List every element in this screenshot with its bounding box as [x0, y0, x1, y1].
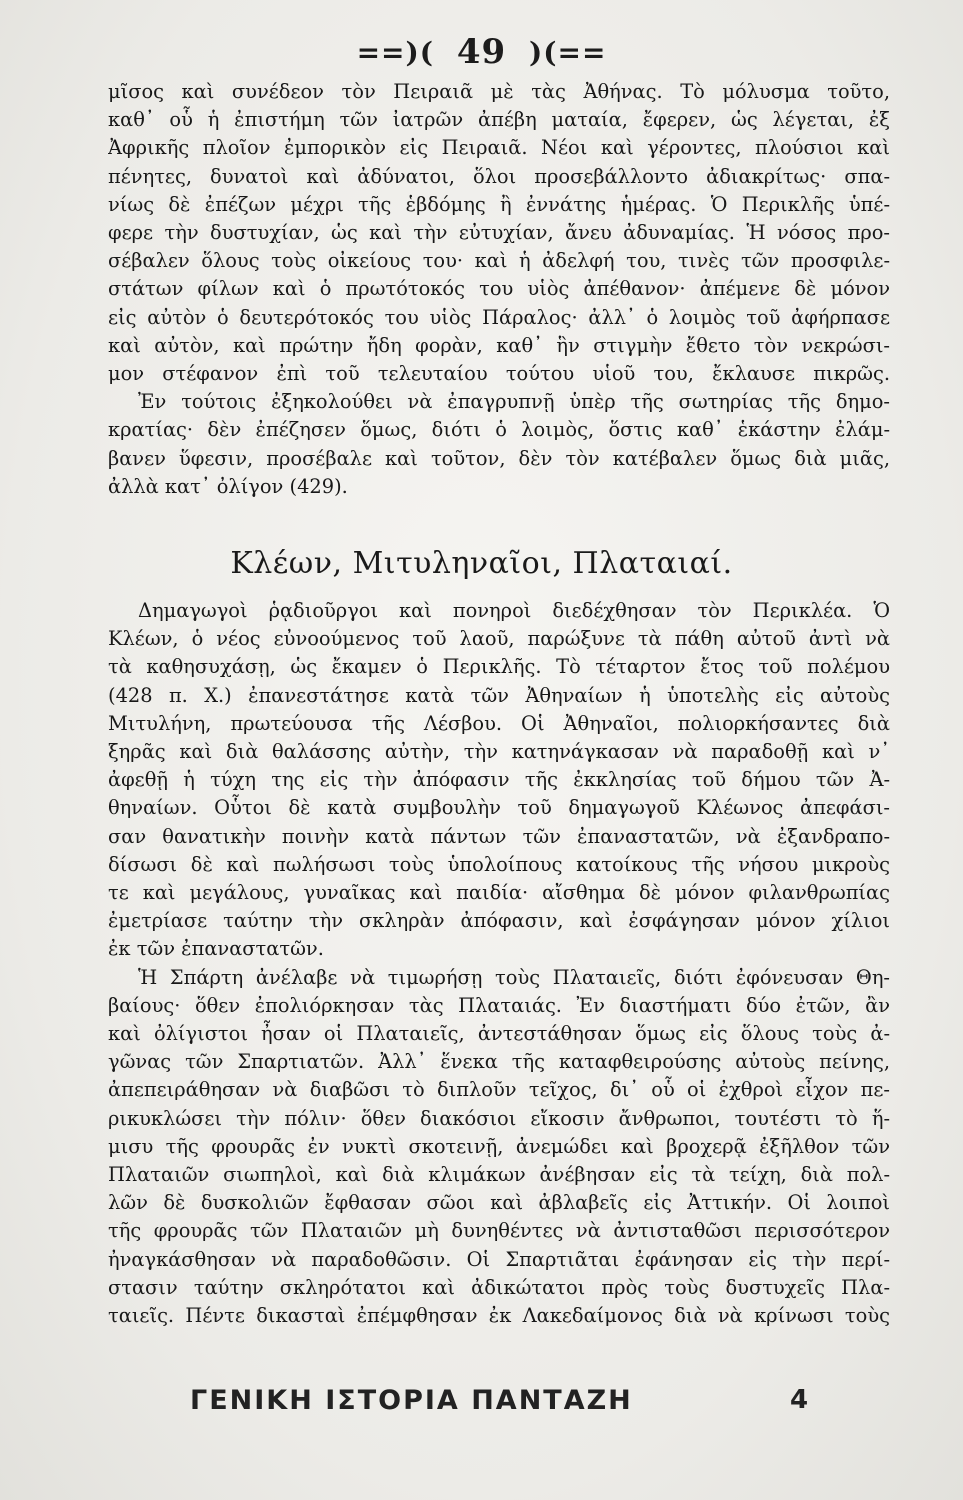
text-line: μον στέφανον ἐπὶ τοῦ τελευταίου τούτου υἱοῦ του, ἔκλαυσε πικρῶς.: [108, 362, 890, 386]
text-line: καθ᾽ οὗ ἡ ἐπιστήμη τῶν ἰατρῶν ἀπέβη ματαία, ἔφερεν, ὡς λέγεται, ἐξ: [108, 108, 890, 132]
signature-mark: 4: [790, 1385, 809, 1415]
text-line: γῶνας τῶν Σπαρτιατῶν. Ἀλλ᾽ ἕνεκα τῆς καταφθειρούσης αὐτοὺς πείνης,: [108, 1050, 890, 1074]
text-line: ρικυκλώσει τὴν πόλιν· ὅθεν διακόσιοι εἴκοσιν ἄνθρωποι, τουτέστι τὸ ἥ-: [108, 1106, 890, 1130]
text-line: Δημαγωγοὶ ῥᾳδιοῦργοι καὶ πονηροὶ διεδέχθησαν τὸν Περικλέα. Ὁ: [138, 599, 890, 622]
text-line: Ἀφρικῆς πλοῖον ἐμπορικὸν εἰς Πειραιᾶ. Νέοι καὶ γέροντες, πλούσιοι καὶ: [108, 136, 890, 160]
text-line: Κλέων, ὁ νέος εὐνοούμενος τοῦ λαοῦ, παρώξυνε τὰ πάθη αὐτοῦ ἀντὶ νὰ: [108, 627, 890, 651]
text-line: πένητες, δυνατοὶ καὶ ἀδύνατοι, ὅλοι προσεβάλλοντο ἀδιακρίτως· σπα-: [108, 164, 890, 188]
text-line: ταιεῖς. Πέντε δικασταὶ ἐπέμφθησαν ἐκ Λακεδαίμονος διὰ νὰ κρίνωσι τοὺς: [108, 1304, 890, 1328]
text-line: ἐκ τῶν ἐπαναστατῶν.: [108, 937, 324, 961]
text-line: σαν θανατικὴν ποινὴν κατὰ πάντων τῶν ἐπαναστατῶν, νὰ ἐξανδραπο-: [108, 824, 890, 848]
text-line: ἀφεθῇ ἡ τύχη της εἰς τὴν ἀπόφασιν τῆς ἐκκλησίας τοῦ δήμου τῶν Ἀ-: [108, 768, 890, 792]
text-line: μισυ τῆς φρουρᾶς ἐν νυκτὶ σκοτεινῇ, ἀνεμώδει καὶ βροχερᾷ ἐξῆλθον τῶν: [108, 1134, 890, 1158]
text-line: Ἡ Σπάρτη ἀνέλαβε νὰ τιμωρήσῃ τοὺς Πλαταιεῖς, διότι ἐφόνευσαν Θη-: [138, 965, 890, 989]
page-header: [0, 30, 963, 72]
text-line: βαίους· ὅθεν ἐπολιόρκησαν τὰς Πλαταιάς. Ἐν διαστήματι δύο ἐτῶν, ἂν: [108, 993, 890, 1017]
text-line: στασιν ταύτην σκληρότατοι καὶ ἀδικώτατοι πρὸς τοὺς δυστυχεῖς Πλα-: [108, 1275, 890, 1299]
text-line: ἠναγκάσθησαν νὰ παραδοθῶσιν. Οἱ Σπαρτιᾶται ἐφάνησαν εἰς τὴν περί-: [108, 1247, 890, 1271]
header-right-ornament: )(==: [529, 35, 607, 69]
text-line: Ἐν τούτοις ἐξηκολούθει νὰ ἐπαγρυπνῇ ὑπὲρ τῆς σωτηρίας τῆς δημο-: [138, 390, 890, 414]
text-line: καὶ ὀλίγιστοι ἦσαν οἱ Πλαταιεῖς, ἀντεστάθησαν ὅμως εἰς ὅλους τοὺς ἀ-: [108, 1022, 890, 1046]
text-line: καὶ αὐτὸν, καὶ πρώτην ἤδη φορὰν, καθ᾽ ἣν στιγμὴν ἔθετο τὸν νεκρώσι-: [108, 333, 890, 357]
text-line: ἀλλὰ κατ᾽ ὀλίγον (429).: [108, 474, 348, 498]
page-footer: [0, 1385, 963, 1435]
text-line: δίσωσι δὲ καὶ πωλήσωσι τοὺς ὑπολοίπους κατοίκους τῆς νήσου μικροὺς: [108, 852, 890, 876]
text-line: ἀπεπειράθησαν νὰ διαβῶσι τὸ διπλοῦν τεῖχος, δι᾽ οὗ οἱ ἐχθροὶ εἶχον πε-: [108, 1078, 890, 1102]
text-line: νίως δὲ ἐπέζων μέχρι τῆς ἑβδόμης ἢ ἐννάτης ἡμέρας. Ὁ Περικλῆς ὑπέ-: [108, 192, 890, 216]
text-line: Μιτυλήνη, πρωτεύουσα τῆς Λέσβου. Οἱ Ἀθηναῖοι, πολιορκήσαντες διὰ: [108, 711, 890, 735]
header-left-ornament: ==)(: [356, 35, 434, 69]
page-number: 49: [456, 32, 507, 72]
text-line: φερε τὴν δυστυχίαν, ὡς καὶ τὴν εὐτυχίαν, ἄνευ ἀδυναμίας. Ἡ νόσος προ-: [108, 221, 890, 245]
text-line: τὰ καθησυχάσῃ, ὡς ἔκαμεν ὁ Περικλῆς. Τὸ τέταρτον ἔτος τοῦ πολέμου: [108, 655, 890, 679]
signature-title: ΓΕΝΙΚΗ ΙΣΤΟΡΙΑ ΠΑΝΤΑΖΗ: [190, 1385, 633, 1416]
text-line: κρατίας· δὲν ἐπέζησεν ὅμως, διότι ὁ λοιμὸς, ὅστις καθ᾽ ἑκάστην ἐλάμ-: [108, 418, 890, 442]
section-heading: Κλέων, Μιτυληναῖοι, Πλαταιαί.: [230, 546, 733, 581]
text-line: στάτων φίλων καὶ ὁ πρωτότοκός του υἱὸς ἀπέθανον· ἀπέμενε δὲ μόνον: [108, 277, 890, 301]
text-line: μῖσος καὶ συνέδεον τὸν Πειραιᾶ μὲ τὰς Ἀθήνας. Τὸ μόλυσμα τοῦτο,: [108, 80, 890, 103]
text-line: βανεν ὕφεσιν, προσέβαλε καὶ τοῦτον, δὲν τὸν κατέβαλεν ὅμως διὰ μιᾶς,: [108, 446, 890, 470]
text-line: λῶν δὲ δυσκολιῶν ἔφθασαν σῶοι καὶ ἀβλαβεῖς εἰς Ἀττικήν. Οἱ λοιποὶ: [108, 1191, 890, 1215]
text-line: Πλαταιῶν σιωπηλοὶ, καὶ διὰ κλιμάκων ἀνέβησαν εἰς τὰ τείχη, διὰ πολ-: [108, 1163, 890, 1187]
text-line: ἐμετρίασε ταύτην τὴν σκληρὰν ἀπόφασιν, καὶ ἐσφάγησαν μόνον χίλιοι: [108, 909, 890, 933]
text-line: τε καὶ μεγάλους, γυναῖκας καὶ παιδία· αἴσθημα δὲ μόνον φιλανθρωπίας: [108, 881, 890, 905]
body-text-top: [108, 78, 890, 501]
text-line: (428 π. Χ.) ἐπανεστάτησε κατὰ τῶν Ἀθηναίων ἡ ὑποτελὴς εἰς αὐτοὺς: [108, 683, 890, 707]
text-line: εἰς αὐτὸν ὁ δευτερότοκός του υἱὸς Πάραλος· ἀλλ᾽ ὁ λοιμὸς τοῦ ἀφήρπασε: [108, 305, 890, 329]
text-line: ξηρᾶς καὶ διὰ θαλάσσης αὐτὴν, τὴν κατηνάγκασαν νὰ παραδοθῇ καὶ ν᾽: [108, 740, 890, 764]
text-line: τῆς φρουρᾶς τῶν Πλαταιῶν μὴ δυνηθέντες νὰ ἀντισταθῶσι περισσότερον: [108, 1219, 890, 1243]
text-line: θηναίων. Οὗτοι δὲ κατὰ συμβουλὴν τοῦ δημαγωγοῦ Κλέωνος ἀπεφάσι-: [108, 796, 890, 820]
body-text-bottom: [108, 597, 890, 1330]
text-line: σέβαλεν ὅλους τοὺς οἰκείους του· καὶ ἡ ἀδελφή του, τινὲς τῶν προσφιλε-: [108, 249, 890, 273]
